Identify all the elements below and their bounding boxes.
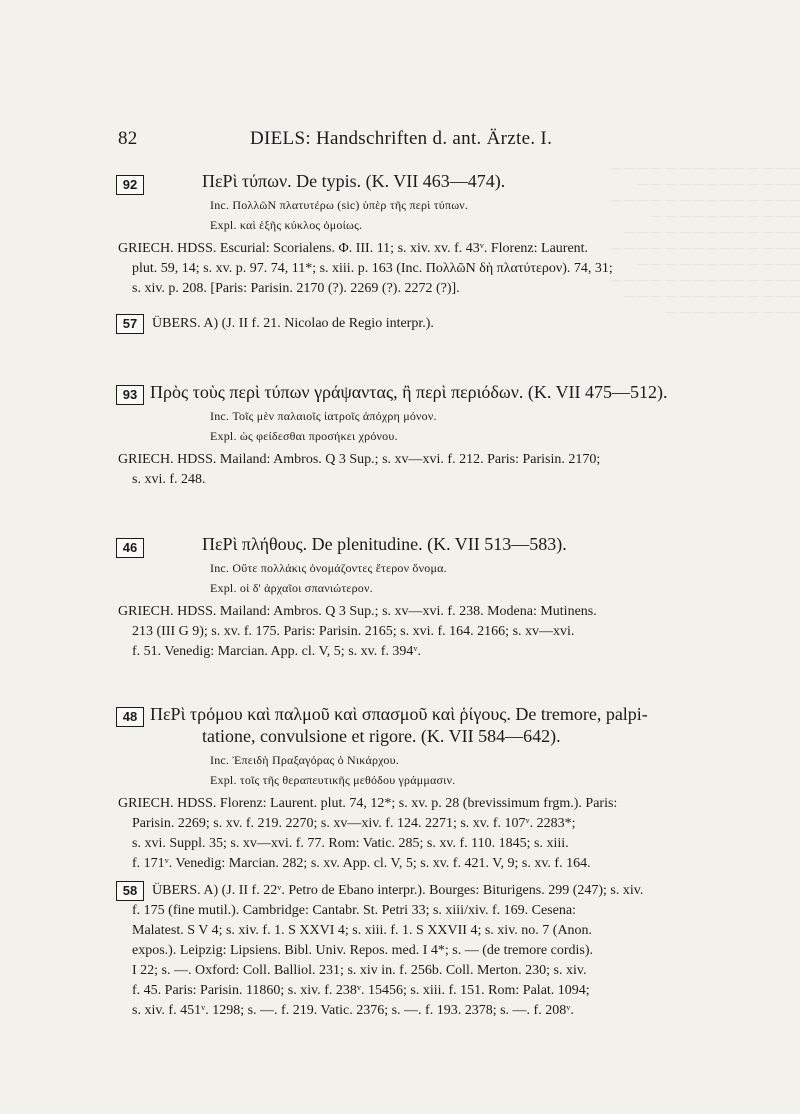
entry-number-box: 48 (116, 707, 144, 727)
translation-line: f. 45. Paris: Parisin. 11860; s. xiv. f. 238ᵛ. 15456; s. xiii. f. 151. Rom: Palat. 1094; (132, 983, 590, 998)
entry-number-box: 93 (116, 385, 144, 405)
show-through-texture: — — — — — — — — — — — — — — — — — — — — — — — — — — — — — — — — — — — — — — — — — — — — — — — — — — — — — — — — — — — — — — — — — — — — — — — — — — — — — — — — — — — — — — — — — — — — — — — — — — — — — — — — — — — — — — — — — — — — — — — — — — — — — — — (610, 162, 800, 318)
entry-title: ΠεΡὶ τρόμου καὶ παλμοῦ καὶ σπασμοῦ καὶ ῥίγους. De tremore, palpi- (150, 704, 648, 724)
manuscripts-line: f. 171ᵛ. Venedig: Marcian. 282; s. xv. App. cl. V, 5; s. xv. f. 421. V, 9; s. xv. f. 164. (132, 856, 591, 871)
incipit: Inc. Τοῖς μὲν παλαιοῖς ἰατροῖς ἀπόχρη μόνον. (210, 409, 437, 423)
translation-line: Malatest. S V 4; s. xiv. f. 1. S XXVI 4; s. xiii. f. 1. S XXVII 4; s. xiv. no. 7 (Anon. (132, 923, 593, 938)
incipit: Inc. ΠολλῶΝ πλατυτέρω (sic) ὑπὲρ τῆς περὶ τύπων. (210, 198, 469, 212)
manuscripts-line: GRIECH. HDSS. Mailand: Ambros. Q 3 Sup.; s. xv—xvi. f. 238. Modena: Mutinens. (118, 604, 597, 619)
manuscripts-line: f. 51. Venedig: Marcian. App. cl. V, 5; s. xv. f. 394ᵛ. (132, 644, 422, 659)
manuscripts-line: s. xiv. p. 208. [Paris: Parisin. 2170 (?). 2269 (?). 2272 (?)]. (132, 281, 460, 296)
entry-number-box: 57 (116, 314, 144, 334)
manuscripts-line: GRIECH. HDSS. Mailand: Ambros. Q 3 Sup.; s. xv—xvi. f. 212. Paris: Parisin. 2170; (118, 452, 601, 467)
manuscripts-line: GRIECH. HDSS. Escurial: Scorialens. Φ. III. 11; s. xiv. xv. f. 43ᵛ. Florenz: Laurent. (118, 241, 589, 256)
explicit: Expl. ὡς φείδεσθαι προσήκει χρόνου. (210, 429, 398, 443)
translation-line: ÜBERS. A) (J. II f. 21. Nicolao de Regio interpr.). (152, 316, 434, 331)
translation-line: expos.). Leipzig: Lipsiens. Bibl. Univ. Repos. med. I 4*; s. — (de tremore cordis). (132, 943, 594, 958)
translation-line: f. 175 (fine mutil.). Cambridge: Cantabr. St. Petri 33; s. xiii/xiv. f. 169. Cesena: (132, 903, 576, 918)
incipit: Inc. Οὔτε πολλάκις ὀνομάζοντες ἕτερον ὄνομα. (210, 561, 447, 575)
explicit: Expl. οἱ δ' ἀρχαῖοι σπανιώτερον. (210, 581, 373, 595)
running-title: DIELS: Handschriften d. ant. Ärzte. I. (250, 128, 553, 149)
entry-number-box: 46 (116, 538, 144, 558)
entry-number-box: 92 (116, 175, 144, 195)
page-number: 82 (118, 128, 138, 149)
entry-title: ΠεΡὶ πλήθους. De plenitudine. (K. VII 513—583). (202, 534, 567, 554)
entry-title: Πρὸς τοὺς περὶ τύπων γράψαντας, ἢ περὶ περιόδων. (K. VII 475—512). (150, 382, 668, 402)
manuscripts-line: s. xvi. f. 248. (132, 472, 206, 487)
entry-title: ΠεΡὶ τύπων. De typis. (K. VII 463—474). (202, 171, 506, 191)
translation-line: ÜBERS. A) (J. II f. 22ᵛ. Petro de Ebano interpr.). Bourges: Biturigens. 299 (247); s. xiv. (152, 883, 644, 898)
entry-title-continued: tatione, convulsione et rigore. (K. VII 584—642). (202, 726, 561, 746)
translation-line: I 22; s. —. Oxford: Coll. Balliol. 231; s. xiv in. f. 256b. Coll. Merton. 230; s. xiv. (132, 963, 587, 978)
explicit: Expl. καὶ ἑξῆς κύκλος ὁμοίως. (210, 218, 363, 232)
manuscripts-line: GRIECH. HDSS. Florenz: Laurent. plut. 74, 12*; s. xv. p. 28 (brevissimum frgm.). Paris: (118, 796, 618, 811)
manuscripts-line: s. xvi. Suppl. 35; s. xv—xvi. f. 77. Rom: Vatic. 285; s. xv. f. 110. 1845; s. xiii. (132, 836, 569, 851)
manuscripts-line: 213 (III G 9); s. xv. f. 175. Paris: Parisin. 2165; s. xvi. f. 164. 2166; s. xv—xvi. (132, 624, 575, 639)
explicit: Expl. τοῖς τῆς θεραπευτικῆς μεθόδου γράμμασιν. (210, 773, 456, 787)
manuscripts-line: Parisin. 2269; s. xv. f. 219. 2270; s. xv—xiv. f. 124. 2271; s. xv. f. 107ᵛ. 2283*; (132, 816, 576, 831)
entry-number-box: 58 (116, 881, 144, 901)
translation-line: s. xiv. f. 451ᵛ. 1298; s. —. f. 219. Vatic. 2376; s. —. f. 193. 2378; s. —. f. 208ᵛ. (132, 1003, 574, 1018)
manuscripts-line: plut. 59, 14; s. xv. p. 97. 74, 11*; s. xiii. p. 163 (Inc. ΠολλῶΝ δὴ πλατύτερον). 74, 31; (132, 261, 613, 276)
incipit: Inc. Ἐπειδὴ Πραξαγόρας ὁ Νικάρχου. (210, 753, 399, 767)
